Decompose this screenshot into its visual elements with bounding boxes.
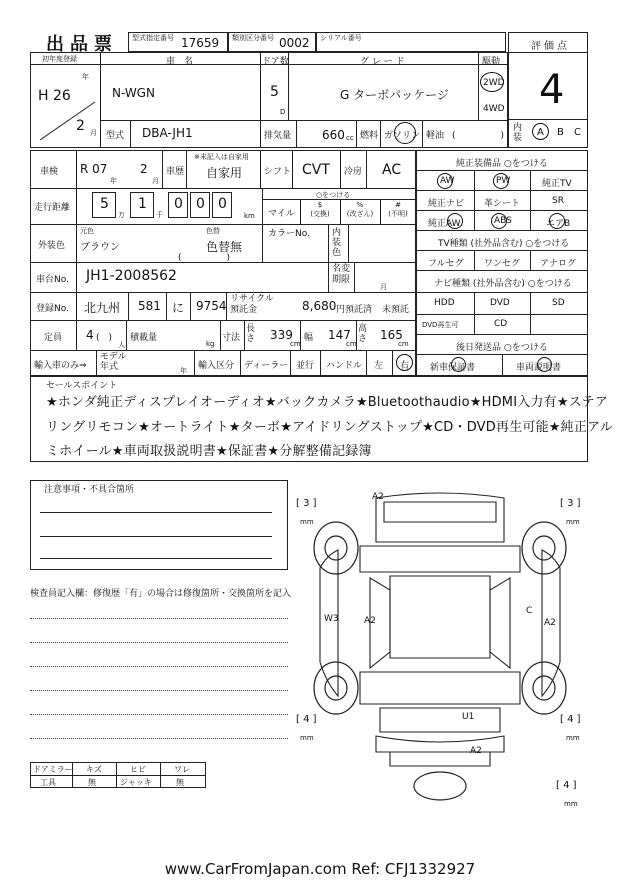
usage-note: ※未記入は自家用	[194, 153, 249, 161]
footer-ref-link[interactable]: www.CarFromJapan.com Ref: CFJ1332927	[164, 860, 476, 878]
displacement-value: 660	[322, 128, 345, 142]
tire-spare-value: 4	[563, 780, 570, 791]
car-name: N-WGN	[112, 86, 155, 100]
handle-left: 左	[374, 361, 384, 371]
recycle-not: 未預託	[382, 305, 410, 315]
mileage-man: 万	[118, 211, 125, 219]
load-kg: kg	[206, 340, 215, 348]
class-box	[228, 32, 316, 52]
inspection-year-unit: 年	[110, 177, 117, 185]
height-label: 高さ	[358, 324, 368, 344]
model-year-label: モデル年式	[100, 352, 127, 372]
model-cert-box	[128, 32, 228, 52]
color-change-label: 色替	[206, 227, 220, 235]
interior-grade-a-circle	[532, 123, 549, 140]
sales-line: ★ホンダ純正ディスプレイオーディオ★バックカメラ★Bluetoothaudio★HDMI入力有★ステア	[46, 395, 609, 410]
usage-label: 車歴	[166, 167, 185, 177]
tire-rr-value: 4	[567, 714, 574, 725]
nav-sd: SD	[552, 298, 565, 308]
equip-aw: AW	[440, 176, 455, 186]
fuel-gas-circle	[394, 122, 416, 144]
drive-2wd: 2WD	[483, 78, 505, 88]
class-no: 0002	[279, 36, 310, 50]
first-reg-label: 初年度登録	[42, 55, 77, 63]
car-diagram	[290, 482, 590, 812]
damage-mark: A2	[470, 746, 482, 756]
handle-right-circle	[396, 354, 413, 371]
later-warranty: 新車保証書	[430, 363, 476, 373]
import-dealer: ディーラー	[244, 361, 289, 371]
equip-sr: SR	[552, 196, 564, 206]
later-label: 後日発送品 ○をつける	[456, 343, 548, 353]
class-label: 類別区分番号	[232, 34, 274, 42]
handle-right: 右	[400, 361, 410, 371]
sales-label: セールスポイント	[46, 381, 118, 391]
mileage-digit: 0	[196, 196, 205, 212]
serial-box	[316, 32, 506, 52]
caution-label: 注意事項・不具合箇所	[44, 485, 135, 495]
mileage-digit: 5	[100, 196, 109, 212]
tire-spare: [ 4 ]	[556, 780, 577, 791]
length-label: 長さ	[246, 324, 256, 344]
handle-label: ハンドル	[326, 361, 363, 371]
tv-label: TV種類 (社外品含む) ○をつける	[438, 239, 570, 249]
equip-tv: 純正TV	[542, 179, 572, 189]
grade-score-box	[508, 32, 588, 148]
import-parallel: 並行	[296, 361, 315, 371]
reg-num: 9754	[196, 299, 227, 313]
recycle-amount: 8,680	[302, 299, 337, 313]
load-label: 積載量	[130, 333, 158, 343]
equip-abs: ABS	[494, 216, 512, 226]
tire-fr: [ 3 ]	[560, 498, 581, 509]
grade-label: グ レ ー ド	[360, 57, 405, 67]
original-color-label: 元色	[80, 227, 94, 235]
nav-dvd-play: DVD再生可	[422, 321, 459, 329]
inspection-month-unit: 月	[152, 177, 159, 185]
car-name-label: 車 名	[166, 57, 194, 67]
equip-navi: 純正ナビ	[428, 199, 465, 209]
sales-line: リングリモコン★オートライト★ターボ★アイドリングストップ★CD・DVD再生可能★純正アル	[46, 420, 613, 435]
mileage-km: km	[244, 212, 255, 220]
first-reg-year-unit: 年	[82, 73, 89, 81]
model-year-unit: 年	[180, 367, 187, 375]
equip-aw-circle	[437, 173, 453, 189]
tv-fullseg: フルセグ	[428, 259, 464, 269]
color-no-label: カラーNo.	[268, 229, 310, 239]
inspection-label: 車検	[40, 167, 59, 177]
interior-grade-c: C	[574, 127, 581, 138]
damage-mark: A2	[372, 492, 384, 502]
import-class-label: 輸入区分	[198, 361, 235, 371]
serial-label: シリアル番号	[320, 34, 362, 42]
equip-pw-circle	[493, 173, 509, 189]
displacement-unit: cc	[346, 134, 354, 142]
tire-rr: [ 4 ]	[560, 714, 581, 725]
width-value: 147	[328, 328, 351, 342]
tire-rr-unit: mm	[566, 734, 580, 742]
dims-label: 寸法	[222, 333, 241, 343]
recycle-label: リサイクル預託金	[230, 294, 274, 315]
registration-label: 登録No.	[36, 304, 69, 314]
ac-label: 冷房	[344, 167, 363, 177]
reg-area: 北九州	[84, 301, 121, 315]
capacity-value: 4	[86, 328, 94, 342]
model-value: DBA-JH1	[142, 126, 193, 140]
shift-label: シフト	[264, 167, 292, 177]
interior-color-label: 内装色	[332, 228, 342, 258]
import-label: 輸入車のみ⇒	[34, 361, 87, 371]
displacement-label: 排気量	[264, 131, 292, 141]
tire-spare-unit: mm	[564, 800, 578, 808]
equip-genuine-aw-circle	[447, 213, 463, 229]
first-reg-year: H 26	[38, 88, 71, 104]
grade-score: 4	[539, 67, 565, 113]
equip-leather: 革シート	[484, 199, 521, 209]
chassis-label: 車台No.	[36, 275, 69, 285]
tire-rl: [ 4 ]	[296, 714, 317, 725]
fuel-diesel-label: 軽油	[426, 131, 445, 141]
reg-kana: に	[172, 301, 185, 315]
meter-unknown: # (不明)	[388, 201, 408, 218]
tire-fr-value: 3	[567, 498, 574, 509]
grade-value: G ターボパッケージ	[340, 88, 449, 102]
tire-fl: [ 3 ]	[296, 498, 317, 509]
drive-label: 駆動	[482, 57, 501, 67]
capacity-paren: ( )	[96, 333, 113, 343]
tire-rl-value: 4	[303, 714, 310, 725]
doors-sub: D	[280, 108, 286, 116]
legend-value: ジャッキ	[120, 778, 152, 787]
nav-hdd: HDD	[434, 298, 455, 308]
tv-oneseg: ワンセグ	[484, 259, 521, 269]
damage-mark: U1	[462, 712, 475, 722]
meter-mile: マイル	[268, 209, 295, 219]
tv-analog: アナログ	[540, 259, 577, 269]
sales-line: ミホイール★車両取扱説明書★保証書★分解整備記録簿	[46, 444, 372, 459]
damage-mark: C	[526, 606, 533, 616]
equip-airbag-circle	[549, 213, 565, 229]
form-title: 出品票	[46, 34, 118, 55]
inspection-era: R 07	[80, 162, 108, 176]
mileage-digit: 1	[138, 196, 147, 212]
damage-mark: W3	[324, 614, 339, 624]
later-warranty-circle	[451, 357, 466, 372]
fuel-label: 燃料	[360, 131, 379, 141]
doors-label: ドア数	[262, 57, 289, 67]
drive-4wd: 4WD	[483, 104, 505, 114]
color-change-value: 色替無	[206, 240, 243, 254]
inspection-month: 2	[140, 162, 148, 176]
legend-value: 無	[176, 778, 184, 787]
genuine-label: 純正装備品 ○をつける	[456, 159, 548, 169]
legend-header: ヒビ	[130, 765, 146, 774]
usage-value: 自家用	[206, 166, 243, 180]
model-label: 型式	[106, 131, 125, 141]
legend-header: ワレ	[174, 765, 190, 774]
legend-header: キズ	[86, 765, 102, 774]
nav-label: ナビ種類 (社外品含む) ○をつける	[434, 279, 572, 289]
meter-tampered: % (改ざん)	[346, 201, 374, 218]
model-cert-label: 型式指定番号	[132, 34, 174, 42]
interior-label: 内装	[513, 123, 523, 143]
drive-2wd-circle	[480, 72, 504, 92]
fuel-diesel-paren: ( )	[452, 131, 505, 141]
legend-value: 無	[88, 778, 96, 787]
later-manual-circle	[537, 357, 552, 372]
first-reg-month: 2	[76, 118, 85, 134]
height-cm: cm	[398, 340, 409, 348]
legend-header: ドアミラー	[33, 765, 73, 774]
later-manual: 車両説明書	[516, 363, 562, 373]
nav-cd: CD	[494, 319, 508, 329]
mileage-digit: 0	[218, 196, 227, 212]
equip-genuine-aw: 純正AW	[428, 219, 461, 229]
exterior-color: ブラウン	[80, 242, 120, 253]
meter-exchange: $ (交換)	[310, 201, 330, 218]
name-change-month: 月	[380, 283, 387, 291]
recycle-deposited: 円預託済	[336, 305, 373, 315]
capacity-label: 定員	[44, 333, 63, 343]
model-cert-no: 17659	[181, 36, 220, 50]
mileage-label: 走行距離	[34, 203, 71, 213]
tire-fl-value: 3	[303, 498, 310, 509]
fuel-gas: ガソリン	[384, 131, 421, 141]
height-value: 165	[380, 328, 403, 342]
shift-value: CVT	[302, 162, 330, 178]
color-paren: ( )	[178, 253, 231, 263]
ac-value: AC	[382, 162, 402, 178]
first-reg-month-unit: 月	[90, 129, 97, 137]
length-value: 339	[270, 328, 293, 342]
equip-abs-circle	[491, 213, 507, 229]
meter-circle-label: ○をつける	[316, 191, 351, 199]
mileage-digit: 0	[174, 196, 183, 212]
exterior-label: 外装色	[38, 241, 66, 251]
tire-rl-unit: mm	[300, 734, 314, 742]
doors-value: 5	[270, 84, 279, 100]
legend-value: 工具	[40, 778, 56, 787]
damage-mark: A2	[544, 618, 556, 628]
capacity-person: 人	[118, 341, 125, 349]
tire-fr-unit: mm	[566, 518, 580, 526]
length-cm: cm	[290, 340, 301, 348]
mileage-sen: 千	[156, 211, 163, 219]
inspector-label: 検査員記入欄：修復歴「有」の場合は修復箇所・交換箇所を記入	[30, 589, 292, 599]
nav-dvd: DVD	[490, 298, 510, 308]
interior-grade-a: A	[537, 127, 544, 138]
interior-grade-b: B	[557, 127, 564, 138]
chassis-no: JH1-2008562	[86, 268, 177, 284]
grade-score-label: 評価点	[531, 41, 570, 52]
reg-class: 581	[138, 299, 161, 313]
equip-pw: PW	[496, 176, 511, 186]
width-cm: cm	[346, 340, 357, 348]
damage-mark: A2	[364, 616, 376, 626]
width-label: 幅	[304, 333, 314, 343]
name-change-label: 名変期限	[332, 264, 351, 285]
equip-airbag: エアB	[546, 219, 571, 229]
tire-fl-unit: mm	[300, 518, 314, 526]
